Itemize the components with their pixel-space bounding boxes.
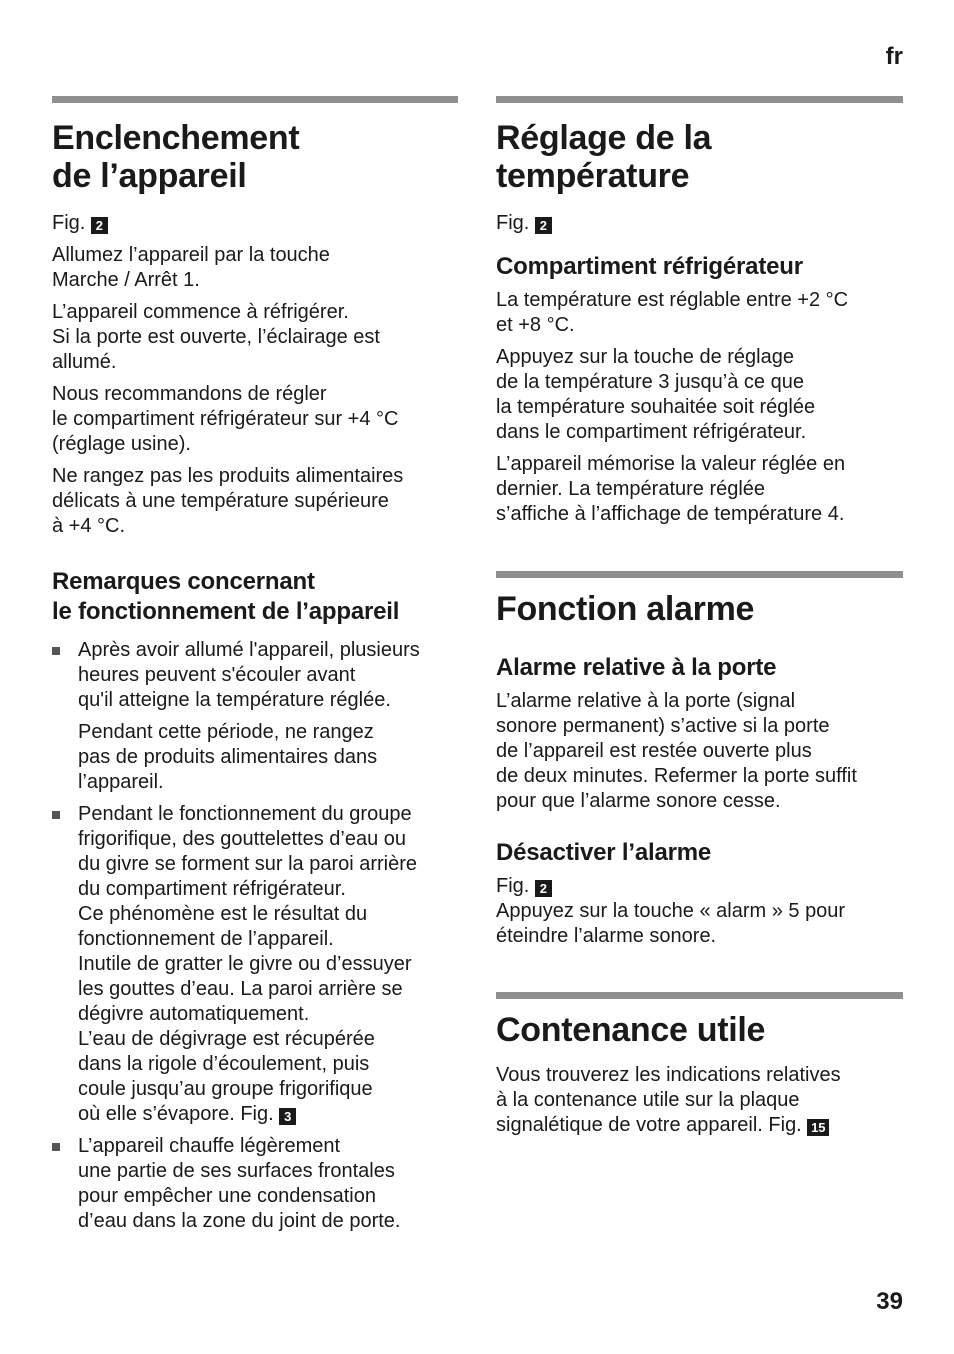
bullet-square-icon	[52, 1143, 60, 1151]
paragraph: L’appareil commence à réfrigérer. Si la porte est ouverte, l’éclairage est allumé.	[52, 301, 380, 373]
section-title-enclenchement: Enclenchement de l’appareil	[52, 119, 300, 195]
section-rule	[496, 96, 903, 103]
paragraph: Appuyez sur la touche de réglage de la température 3 jusqu’à ce que la température souhaitée soit réglée dans le compartiment réfrigérateur.	[496, 346, 816, 443]
section-rule	[52, 96, 458, 103]
figure-number-badge: 2	[535, 217, 552, 234]
figure-number-badge: 3	[279, 1108, 296, 1125]
list-item: Pendant le fonctionnement du groupe frigorifique, des gouttelettes d’eau ou du givre se forment sur la paroi arrière du compartiment réfrigérateur. Ce phénomène est le résultat du fonctionnement de l’appareil. Inutile de gratter le givre ou d’essuyer les gouttes d’eau. La paroi arrière se dégivre automatiquement. L’eau de dégivrage est récupérée dans la rigole d’écoulement, puis coule jusqu’au groupe frigorifique où elle s’évapore. Fig. 3	[52, 802, 458, 1127]
bullet-square-icon	[52, 811, 60, 819]
figure-reference: Fig. 2	[52, 211, 458, 236]
paragraph: La température est réglable entre +2 °C et +8 °C.	[496, 289, 849, 336]
paragraph: Nous recommandons de régler le compartiment réfrigérateur sur +4 °C (réglage usine).	[52, 383, 399, 455]
section-rule	[496, 992, 903, 999]
figure-reference: Fig. 2	[496, 211, 903, 236]
subsection-title-alarme-porte: Alarme relative à la porte	[496, 654, 777, 681]
paragraph: Allumez l’appareil par la touche Marche / Arrêt 1.	[52, 244, 330, 291]
page-number: 39	[876, 1288, 903, 1315]
section-rule	[496, 571, 903, 578]
paragraph: L’alarme relative à la porte (signal sonore permanent) s’active si la porte de l’appareil est restée ouverte plus de deux minutes. Refermer la porte suffit pour que l’alarme sonore cesse.	[496, 690, 857, 812]
list-item: Après avoir allumé l'appareil, plusieurs heures peuvent s'écouler avant qu'il atteigne la température réglée. Pendant cette période, ne rangez pas de produits alimentaires dans l’appareil.	[52, 638, 458, 795]
section-title-reglage: Réglage de la température	[496, 119, 712, 195]
section-title-contenance: Contenance utile	[496, 1011, 766, 1049]
language-code: fr	[885, 43, 903, 70]
paragraph: Ne rangez pas les produits alimentaires délicats à une température supérieure à +4 °C.	[52, 465, 404, 537]
paragraph: Vous trouverez les indications relatives à la contenance utile sur la plaque signalétique de votre appareil. Fig. 15	[496, 1064, 841, 1136]
left-column	[52, 96, 458, 1234]
section-title-fonction-alarme: Fonction alarme	[496, 590, 755, 628]
subsection-title-compartiment: Compartiment réfrigérateur	[496, 253, 803, 280]
figure-number-badge: 2	[535, 880, 552, 897]
subsection-title-remarques: Remarques concernant le fonctionnement de l’appareil	[52, 568, 400, 625]
list-item: L’appareil chauffe légèrement une partie de ses surfaces frontales pour empêcher une condensation d’eau dans la zone du joint de porte.	[52, 1134, 458, 1234]
subsection-title-desactiver: Désactiver l’alarme	[496, 839, 712, 866]
right-column	[496, 96, 903, 1138]
figure-number-badge: 15	[807, 1119, 829, 1136]
bullet-square-icon	[52, 647, 60, 655]
paragraph: Fig. 2 Appuyez sur la touche « alarm » 5 pour éteindre l’alarme sonore.	[496, 875, 846, 947]
figure-number-badge: 2	[91, 217, 108, 234]
paragraph: L’appareil mémorise la valeur réglée en dernier. La température réglée s’affiche à l’affichage de température 4.	[496, 453, 846, 525]
